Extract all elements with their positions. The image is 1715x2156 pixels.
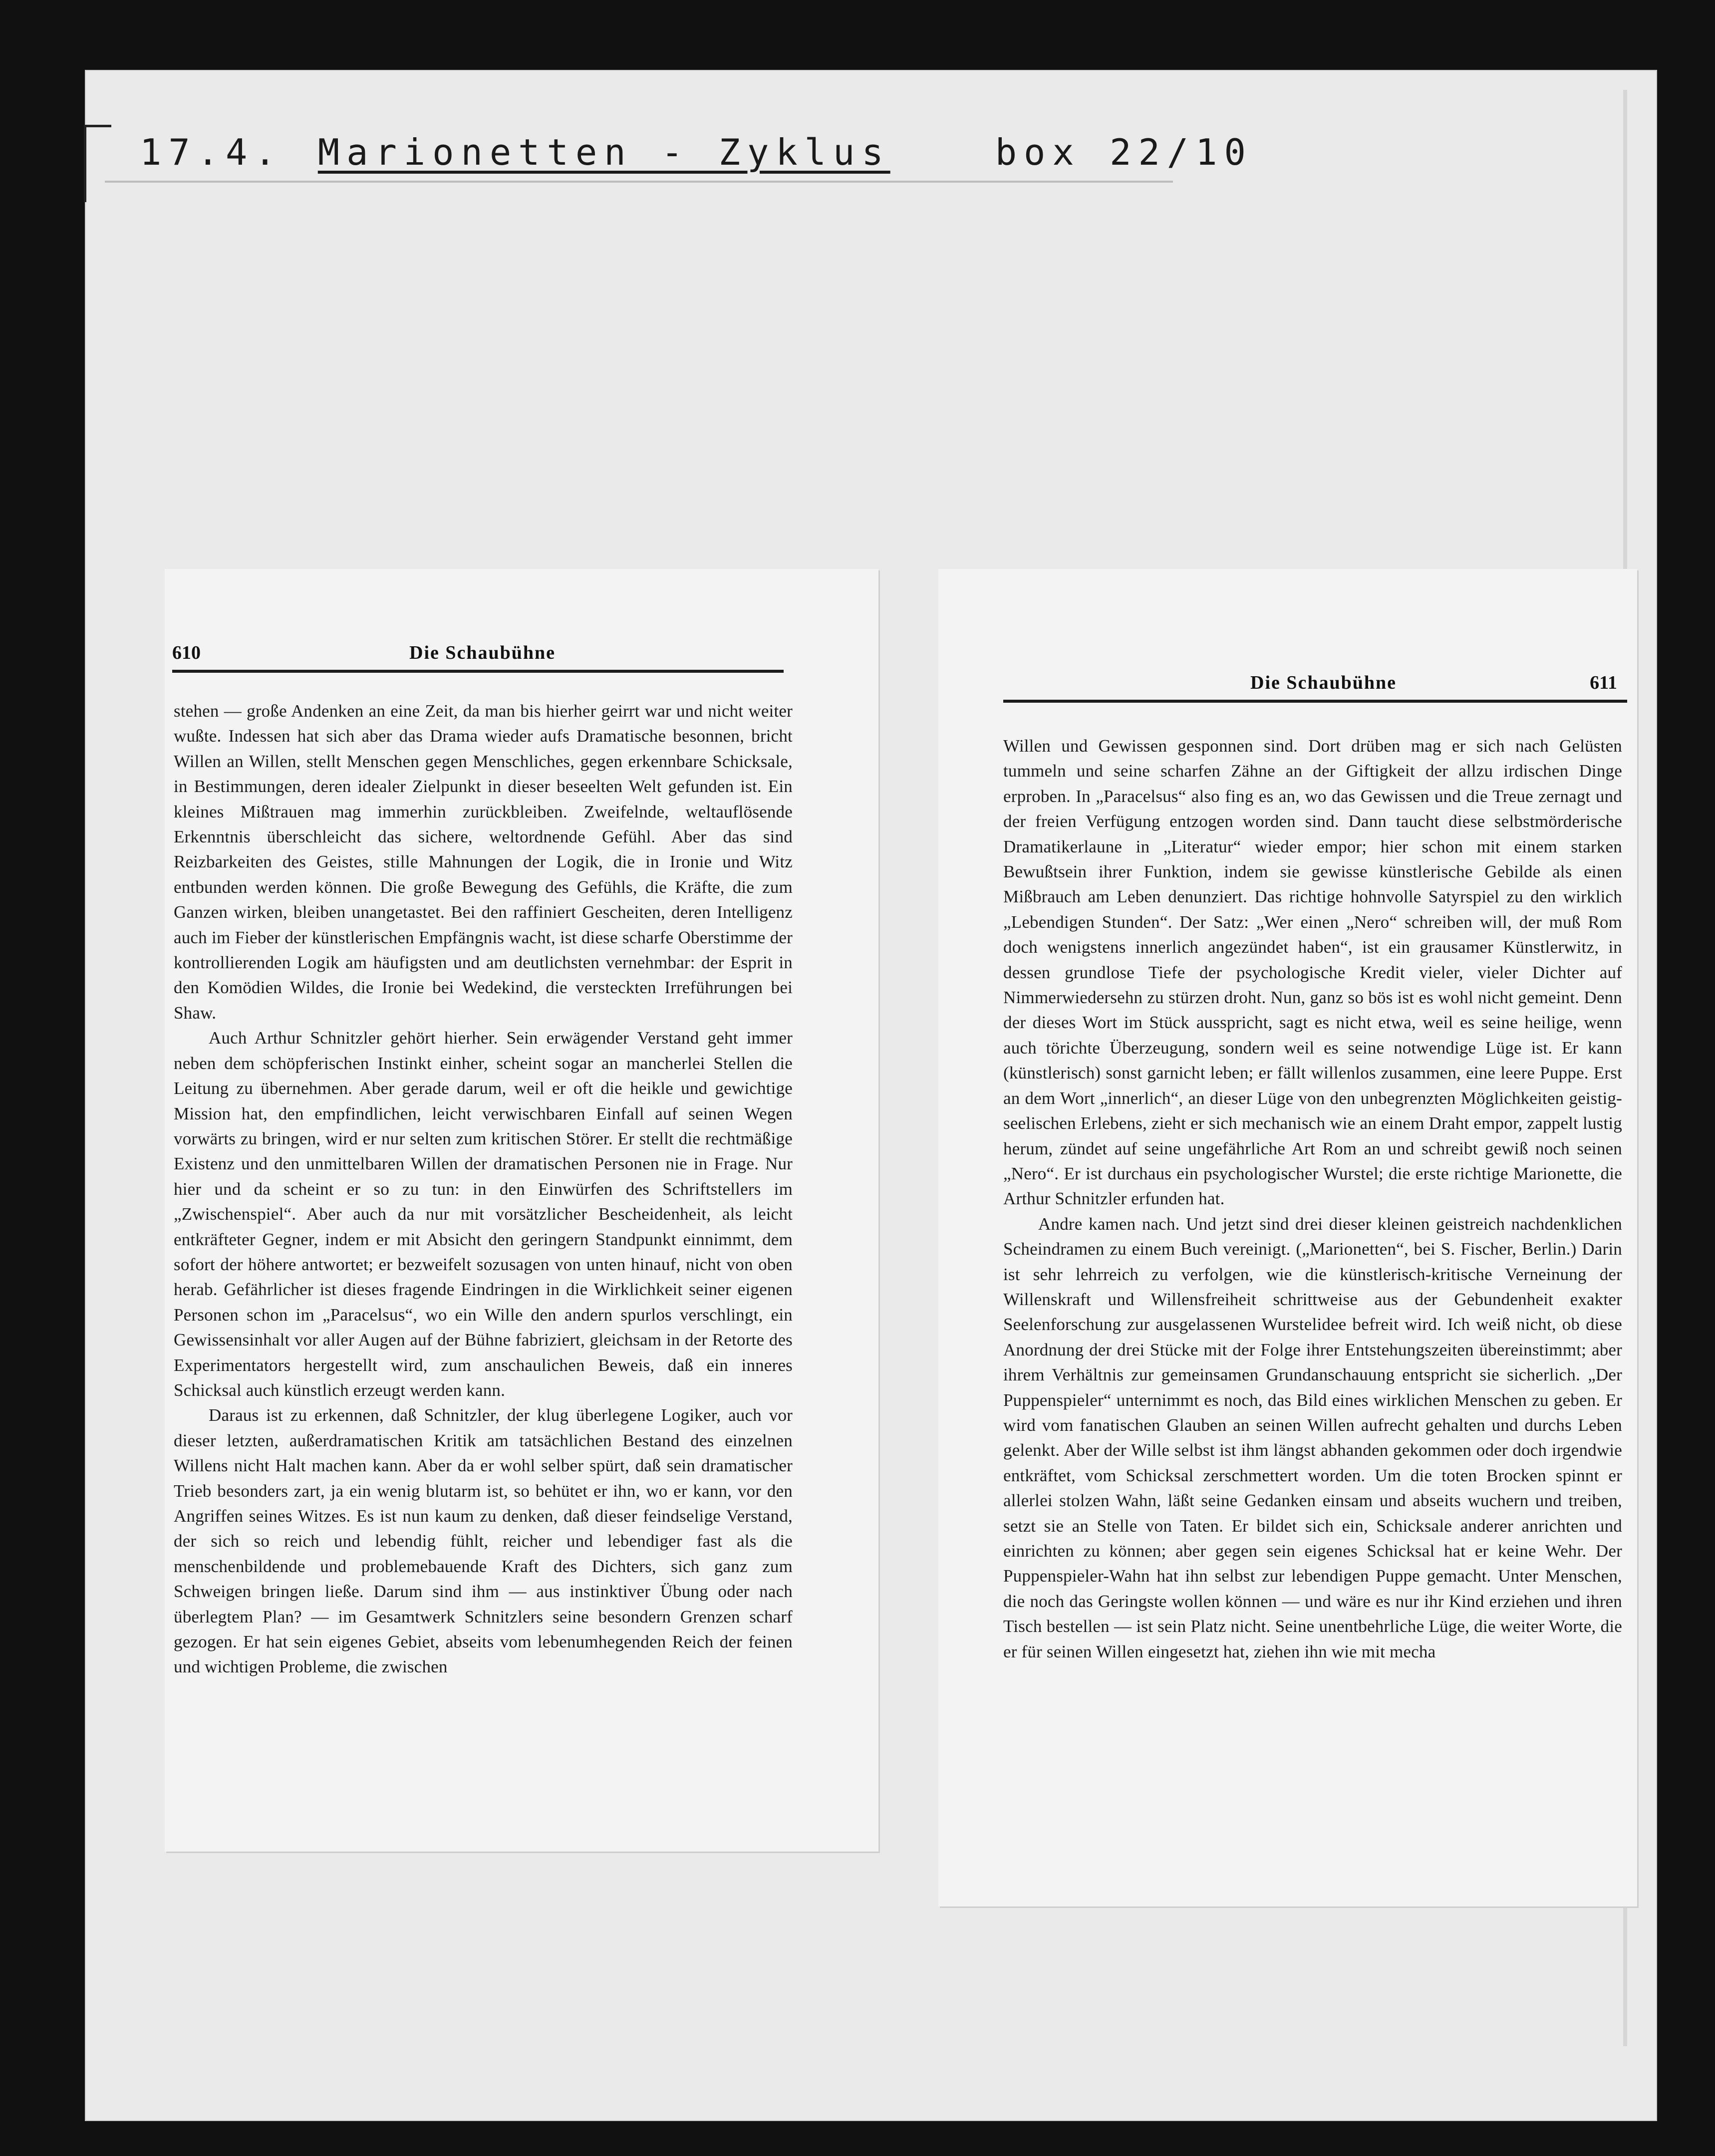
running-head bbox=[938, 664, 1637, 694]
clipping-page-left bbox=[165, 569, 878, 1852]
article-body bbox=[174, 699, 793, 1680]
box-label: box 22/10 bbox=[995, 131, 1253, 173]
label-underline bbox=[105, 181, 1173, 183]
corner-mark bbox=[84, 125, 111, 202]
page-number: 611 bbox=[1590, 672, 1617, 693]
paragraph: Willen und Gewissen gesponnen sind. Dort drüben mag er sich nach Gelüsten tummeln und seine scharfen Zähne an der Giftigkeit der allzu irdischen Dinge erproben. In „Paracelsus“ also fing es an, wo das Gewissen und die Treue zernagt und der freien Verfügung entzogen worden sind. Dann taucht diese selbstmörderische Dramatikerlaune in „Literatur“ wieder empor; hier schon mit einem starken Bewußtsein ihrer Funktion, indem sie gewisse künstlerische Gebilde als einen Mißbrauch am Leben denunziert. Das richtige hohnvolle Satyrspiel zu den wirklich „Lebendigen Stunden“. Der Satz: „Wer einen „Nero“ schreiben will, der muß Rom doch wenigstens innerlich angezündet haben“, ist ein grausamer Künstlerwitz, in dessen grundlose Tiefe der psychologische Kredit vieler, vieler Dichter auf Nimmerwiedersehn zu stürzen droht. Nun, ganz so bös ist es wohl nicht gemeint. Denn der dieses Wort im Stück ausspricht, sagt es nicht etwa, weil es seine heilige, wenn auch törichte Überzeugung, sondern weil es seine notwendige Lüge ist. Er kann (künstlerisch) sonst garnicht leben; er fällt willenlos zusammen, eine leere Puppe. Erst an dem Wort „innerlich“, an dieser Lüge von den unbegrenzten Möglichkeiten geistig-seelischen Erlebens, zieht er sich mechanisch wie an einem Draht empor, zappelt lustig herum, zündet auf seine ungefährliche Art Rom an und schreibt gewiß noch seinen „Nero“. Er ist durchaus ein psychologischer Wurstel; die erste richtige Marionette, die Arthur Schnitzler erfunden hat. bbox=[1003, 736, 1622, 1209]
folder-number: 17.4. bbox=[140, 131, 283, 173]
running-head bbox=[165, 634, 878, 664]
article-body bbox=[1003, 734, 1622, 1664]
journal-title: Die Schaubühne bbox=[409, 642, 556, 663]
journal-title: Die Schaubühne bbox=[1250, 672, 1397, 693]
head-rule bbox=[172, 670, 784, 673]
paragraph: Andre kamen nach. Und jetzt sind drei dieser kleinen geistreich nachdenklichen Scheindramen zu einem Buch vereinigt. („Marionetten“, bei S. Fischer, Berlin.) Darin ist sehr lehrreich zu verfolgen, wie die künstlerisch-kritische Verneinung der Willenskraft und Willensfreiheit schrittweise aus der Gebundenheit exakter Seelenforschung zur ausgelassenen Wurstelidee befreit wird. Ich weiß nicht, ob diese Anordnung der drei Stücke mit der Folge ihrer Entstehungszeiten übereinstimmt; aber ihrem Verhältnis zur gemeinsamen Grundanschauung entspricht sie sicherlich. „Der Puppenspieler“ unternimmt es noch, das Bild eines wirklichen Menschen zu geben. Er wird vom fanatischen Glauben an seinen Willen aufrecht gehalten und durchs Leben gelenkt. Aber der Wille selbst ist ihm längst abhanden gekommen oder doch irgendwie entkräftet, vom Schicksal zerschmettert worden. Um die toten Brocken spinnt er allerlei stolzen Wahn, läßt seine Gedanken einsam und abseits wuchern und treiben, setzt sie an Stelle von Taten. Er bildet sich ein, Schicksale anderer anrichten und einrichten zu können; aber gegen sein eigenes Schicksal hat er keine Wehr. Der Puppenspieler-Wahn hat ihn selbst zur lebendigen Puppe gemacht. Unter Menschen, die noch das Geringste wollen können — und wäre es nur ihr Kind erziehen und ihren Tisch bestellen — ist sein Platz nicht. Seine unentbehrliche Lüge, die weiter Worte, die er für seinen Willen eingesetzt hat, ziehen ihn wie mit mecha bbox=[1003, 1214, 1622, 1661]
paragraph: Auch Arthur Schnitzler gehört hierher. Sein erwägender Verstand geht immer neben dem schöpferischen Instinkt einher, scheint sogar an mancherlei Stellen die Leitung zu übernehmen. Aber gerade darum, weil er oft die heikle und gewichtige Mission hat, den empfindlichen, leicht verwischbaren Einfall auf seinen Wegen vorwärts zu bringen, wird er nur selten zum kritischen Störer. Er stellt die rechtmäßige Existenz und den unmittelbaren Willen der dramatischen Personen nie in Frage. Nur hier und da scheint er so zu tun: in den Einwürfen des Schriftstellers im „Zwischenspiel“. Aber auch da nur mit vorsätzlicher Bescheidenheit, als leicht entkräfteter Gegner, indem er mit Absicht den geringern Standpunkt einnimmt, dem sofort der höhere antwortet; er bezweifelt sozusagen von unten hinauf, nicht von oben herab. Gefährlicher ist dieses fragende Eindringen in die Wirklichkeit seiner eigenen Personen schon im „Paracelsus“, wo ein Wille den andern spurlos verschlingt, ein Gewissensinhalt vor aller Augen auf der Bühne fabriziert, gleichsam in der Retorte des Experimentators hergestellt wird, zum anschaulichen Beweis, daß ein inneres Schicksal auch künstlich erzeugt werden kann. bbox=[174, 1028, 793, 1400]
head-rule bbox=[1003, 700, 1627, 703]
page-number: 610 bbox=[172, 642, 201, 663]
paragraph: stehen — große Andenken an eine Zeit, da man bis hierher geirrt war und nicht weiter wußte. Indessen hat sich aber das Drama wieder aufs Dramatische besonnen, bricht Willen an Willen, stellt Menschen gegen Menschliches, gegen erkennbare Schicksale, in Bestimmungen, deren idealer Zielpunkt in dieser beseelten Welt gefunden ist. Ein kleines Mißtrauen mag immerhin zurückbleiben. Zweifelnde, weltauflösende Erkenntnis überschleicht das sichere, weltordnende Gefühl. Aber das sind Reizbarkeiten des Geistes, stille Mahnungen der Logik, die in Ironie und Witz entbunden werden können. Die große Bewegung des Gefühls, die Kräfte, die zum Ganzen wirken, bleiben unangetastet. Bei den raffiniert Gescheiten, deren Intelligenz auch im Fieber der künstlerischen Empfängnis wacht, ist diese scharfe Oberstimme der kontrollierenden Logik am häufigsten und am deutlichsten vernehmbar: der Esprit in den Komödien Wildes, die Ironie bei Wedekind, die versteckten Irreführungen bei Shaw. bbox=[174, 701, 793, 1023]
folder-label bbox=[140, 125, 1253, 180]
paragraph: Daraus ist zu erkennen, daß Schnitzler, der klug überlegene Logiker, auch vor dieser letzten, außerdramatischen Kritik am tatsächlichen Bestand des einzelnen Willens nicht Halt machen kann. Aber da er wohl selber spürt, daß sein dramatischer Trieb besonders zart, ja ein wenig blutarm ist, so behütet er ihn, wo er kann, vor den Angriffen seines Witzes. Es ist nun kaum zu denken, daß dieser feindselige Verstand, der sich so reich und lebendig fühlt, reicher und lebendiger fast als die menschenbildende und problemebauende Kraft des Dichters, sich ganz zum Schweigen bringen ließe. Darum sind ihm — aus instinktiver Übung oder nach überlegtem Plan? — im Gesamtwerk Schnitzlers seine besondern Grenzen scharf gezogen. Er hat sein eigenes Gebiet, abseits vom lebenumhegenden Reich der feinen und wichtigen Probleme, die zwischen bbox=[174, 1405, 793, 1677]
folder-title: Marionetten - Zyklus bbox=[317, 131, 890, 173]
clipping-page-right bbox=[938, 569, 1637, 1906]
